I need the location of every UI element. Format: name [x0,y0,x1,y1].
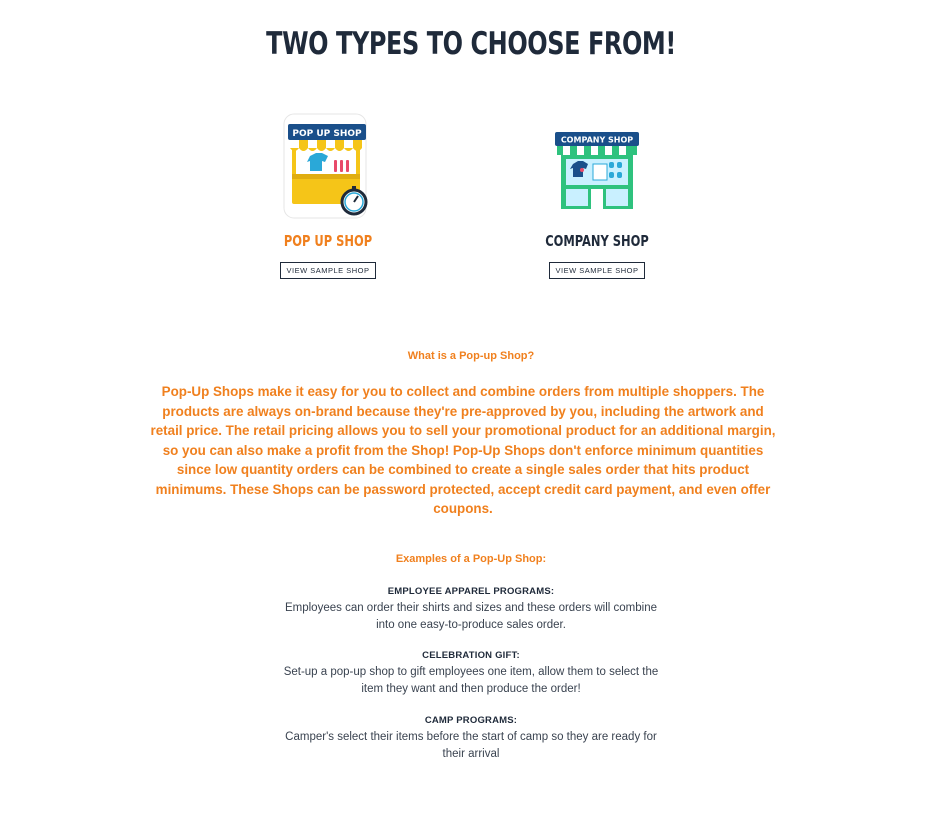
company-shop-card [497,110,697,279]
example-text: Employees can order their shirts and sizes and these orders will combine into one easy-to-produce sales order. [284,602,657,631]
examples-heading: Examples of a Pop-Up Shop: [395,553,547,565]
what-is-heading: What is a Pop-up Shop? [407,350,535,362]
pop-up-shop-card [228,110,428,279]
example-title: CELEBRATION GIFT: [422,650,520,661]
example-title: EMPLOYEE APPAREL PROGRAMS: [387,586,555,597]
what-is-description: Pop-Up Shops make it easy for you to collect and combine orders from multiple shoppers. The products are always on-brand because they're pre-approved by you, including the artwork and retail price. The retail pricing allows you to sell your promotional product for an additional margin, so you can also make a profit from the Shop! Pop-Up Shops don't enforce minimum quantities since low quantity orders can be combined to create a single sales order that hits product minimums. These Shops can be password protected, accept credit card payment, and even offer coupons. [150,384,776,516]
company-view-sample-shop-button[interactable]: VIEW SAMPLE SHOP [549,262,644,279]
pop-up-shop-name: POP UP SHOP [283,232,373,250]
pop-up-shop-sign-text: POP UP SHOP [292,129,362,139]
example-text: Set-up a pop-up shop to gift employees one item, allow them to select the item they want and then produce the order! [283,666,659,695]
company-shop-sign-text: COMPANY SHOP [560,135,634,145]
page-title: TWO TYPES TO CHOOSE FROM! [266,26,676,62]
example-employee-apparel [0,586,942,634]
pop-up-view-sample-shop-button[interactable]: VIEW SAMPLE SHOP [280,262,375,279]
company-shop-icon [549,110,645,222]
pop-up-shop-icon [280,110,376,222]
company-shop-name: COMPANY SHOP [545,232,649,250]
example-celebration-gift [0,650,942,698]
example-text: Camper's select their items before the start of camp so they are ready for their arrival [285,731,657,760]
example-camp-programs [0,715,942,763]
example-title: CAMP PROGRAMS: [424,715,518,726]
